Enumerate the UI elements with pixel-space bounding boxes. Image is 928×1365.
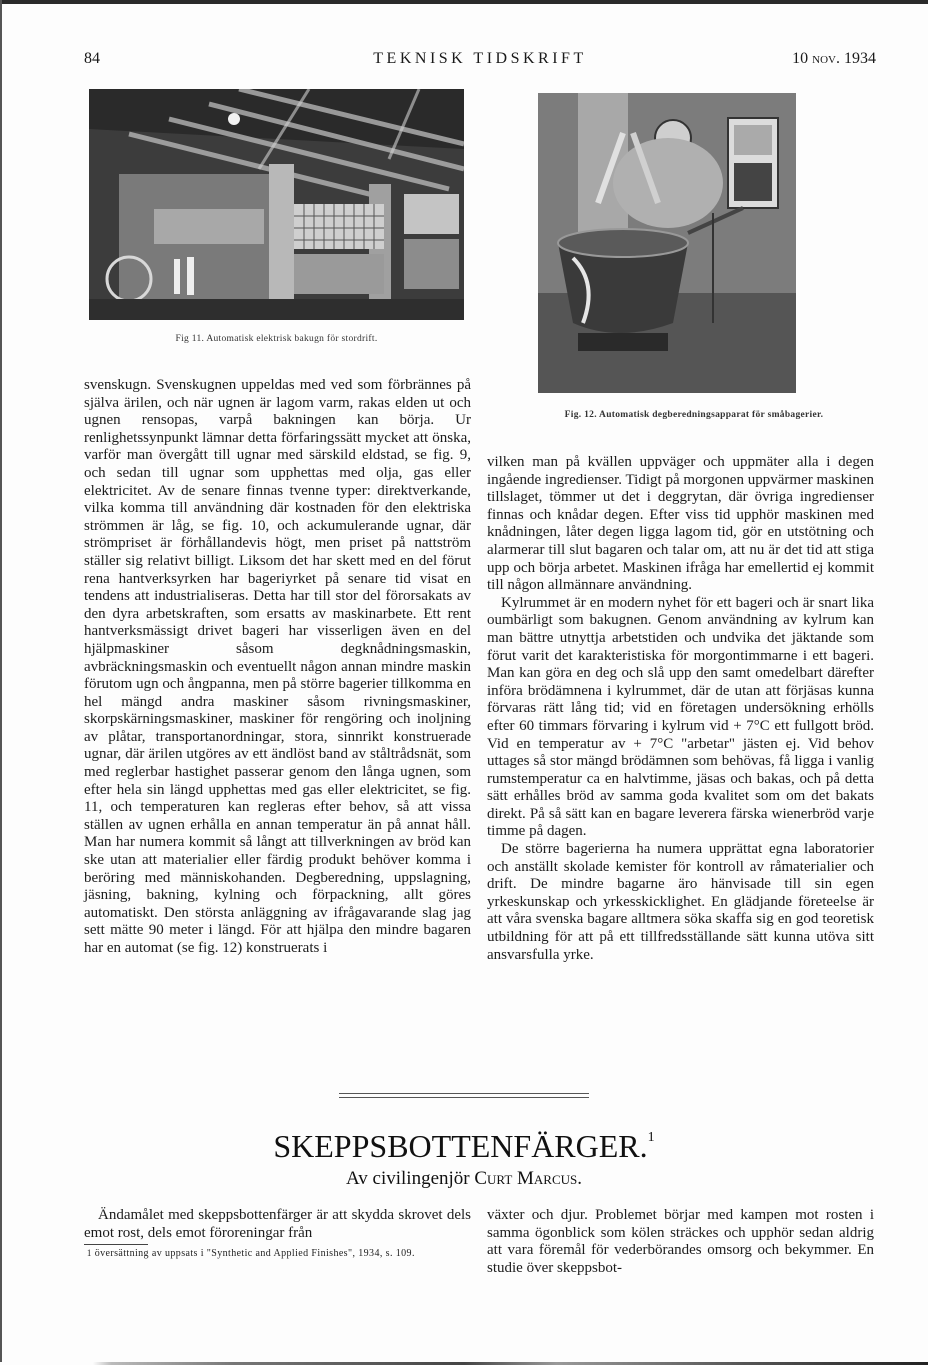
page-top-edge bbox=[0, 0, 928, 4]
journal-title: TEKNISK TIDSKRIFT bbox=[373, 50, 587, 67]
running-header bbox=[84, 50, 876, 72]
figure-12-caption: Fig. 12. Automatisk degberedningsapparat för småbagerier. bbox=[564, 410, 824, 420]
article-body-right-column bbox=[487, 454, 874, 964]
footnote: 1 översättning av uppsats i "Synthetic and Applied Finishes", 1934, s. 109. bbox=[86, 1248, 415, 1259]
article-title: SKEPPSBOTTENFÄRGER.$^1$ bbox=[273, 1128, 655, 1164]
footnote-rule bbox=[84, 1244, 148, 1245]
paragraph: växter och djur. Problemet börjar med kampen mot rosten i samma ögonblick som kölen sträckes och upphör sedan aldrig att vara föremål för vederbörandes omsorg och bekymmer. En studie över skeppsbot- bbox=[487, 1207, 874, 1276]
figure-12-dough-mixer-photo bbox=[538, 93, 796, 393]
article2-left-column bbox=[84, 1207, 471, 1242]
figure-11-bakery-oven-photo bbox=[89, 89, 464, 320]
paragraph: vilken man på kvällen uppväger och uppmäter alla i degen ingående ingredienser. Tidigt på morgonen uppvärmer maskinen tillslaget, tömmer ut det i deggrytan, där övriga ingredienser finnas och knådar degen. Efter viss tid upphör maskinen med knådningen, låter degen ligga lagom tid, gör en utstötning och alarmerar till slut bagaren och talar om, att nu är det tid att stiga upp och börja arbetet. Maskinen ifråga har emellertid ej kommit till någon allmännare användning. bbox=[487, 454, 874, 594]
dough-mixer-illustration bbox=[538, 93, 796, 393]
article-separator-rule bbox=[339, 1093, 589, 1098]
article2-right-column bbox=[487, 1207, 874, 1277]
page-number: 84 bbox=[84, 50, 100, 67]
paragraph: svenskugn. Svenskugnen uppeldas med ved som förbrännes på själva ärilen, och när ugnen är lagom varm, rakas elden ut och ugnen rensopas, varpå bakningen kan börja. Ur renlighetssynpunkt lämnar detta förfaringssätt mycket att önska, varför man övergått till ugnar med särskild eldstad, se fig. 9, och sedan till ugnar som upphettas med olja, gas eller elektricitet. Av de senare finnas tvenne typer: direktverkande, vilka komma till användning där kostnaden för den elektriska strömmen är låg, se fig. 10, och ackumulerande ugnar, där strömpriset är förhållandevis högt, men priset på nattström ställer sig relativt billigt. Liksom det har skett med en del förut rena hantverksyrken har bageriyrket på senare tid visat en tendens att industrialiseras. Detta har till stor del förorsakats av den dyra arbetskraften, som ersatts av maskinarbete. Ett rent hantverksmässigt drivet bageri har visserligen även en del hjälpmaskiner såsom degknådningsmaskin, avbräckningsmaskin och eventuellt någon annan mindre maskin förutom ugn och ångpanna, men på större bagerier tillkomma en hel mängd andra maskiner såsom rivningsmaskiner, skorpskärningsmaskiner, maskiner för rengöring och inoljning av plåtar, transportanordningar, stora, sinnrikt konstruerade ugnar, där ärilen utgöres av ett ändlöst band av ståltrådsnät, som med reglerbar hastighet passerar genom den långa ugnen, som efter hela sin längd upphettas med gas eller elektricitet, se fig. 11, och temperaturen kan regleras efter behov, så att vissa ställen av ugnen erhålla en annan temperatur än på annat håll. Man har numera kommit så långt att tillverkningen av bröd kan ske utan att materialier eller färdig produkt behöver komma i beröring med människohanden. Degberedning, uppslagning, jäsning, bakning, kylning och förpackning, allt göres automatiskt. Den största anläggning av ifrågavarande slag jag sett mätte 90 meter i längd. För att hjälpa den mindre bagaren har en automat (se fig. 12) konstruerats i bbox=[84, 377, 471, 956]
bakery-oven-illustration bbox=[89, 89, 464, 320]
article-byline: Av civilingenjör Curt Marcus. bbox=[345, 1168, 583, 1189]
paragraph: De större bagerierna ha numera upprättat egna laboratorier och anställt skolade kemister för kontroll av råmaterialier och drift. De mindre bagarne äro hänvisade till sin egen yrkeskunskap och yrkesskicklighet. En glädjande företeelse är att våra svenska bagare alltmera söka skaffa sig en god teoretisk utbildning för att på ett tillfredsställande sätt kunna utöva sitt ansvarsfulla yrke. bbox=[487, 841, 874, 963]
paragraph: Ändamålet med skeppsbottenfärger är att skydda skrovet dels emot rost, dels emot föroreningar från bbox=[84, 1207, 471, 1241]
author-name: Curt Marcus. bbox=[474, 1168, 583, 1189]
issue-date: 10 nov. 1934 bbox=[792, 50, 876, 67]
paragraph: Kylrummet är en modern nyhet för ett bageri och är snart lika oumbärligt som bakugnen. Genom användning av kylrum kan man bättre utnyttja arbetstiden och undvika det jäktande som förut varit det karakteristiska för morgontimmarne i ett bageri. Man kan göra en deg och slå upp den samt omedelbart därefter införa brödämnena i kylrummet, där de utan att förjäsas kunna förvaras rätt lång tid; vid en företagen undersökning erhölls efter 60 timmars förvaring i kylrum vid + 7°C ett fullgott bröd. Vid en temperatur av + 7°C "arbetar" jästen ej. Vid behov uttages så stor mängd brödämnen som behövas, få ligga i vanlig rumstemperatur ca en halvtimme, jäsas och bakas, och på detta sätt erhålles bröd av samma goda kvalitet som om det bakats direkt. På så sätt kan en bagare leverera färska wienerbröd varje timme på dagen. bbox=[487, 594, 874, 840]
figure-11-caption: Fig 11. Automatisk elektrisk bakugn för stordrift. bbox=[175, 334, 378, 344]
article-body-left-column bbox=[84, 377, 471, 958]
footnote-reference: 1 bbox=[647, 1130, 655, 1145]
